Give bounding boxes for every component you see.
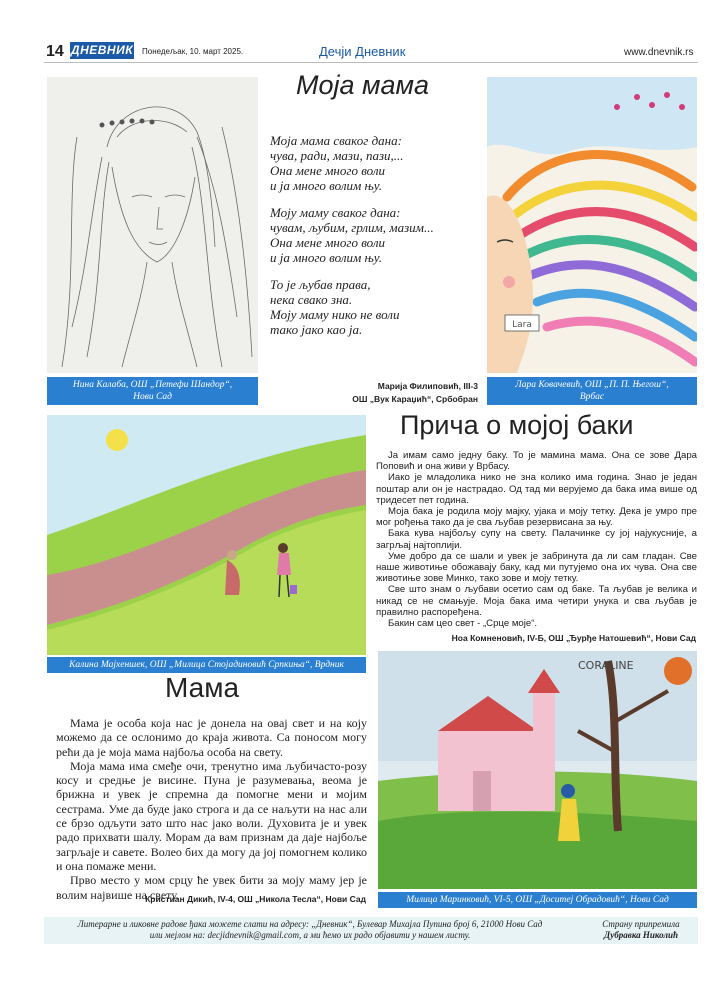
story-title: Прича о мојој баки — [400, 410, 634, 440]
poem-credit: Марија Филиповић, III-3 ОШ „Вук Караџић“, Србобран — [352, 381, 478, 404]
section-title: Дечји Дневник — [319, 44, 406, 59]
drawing-hill-path — [47, 415, 366, 655]
footer-submission-info: Литерарне и ликовне радове ђака можете слати на адресу: „Дневник“, Булевар Михајла Пупина број 6, 21000 Нови Сад или мејлом на: decjidnevnik@gmail.com, а ми ћемо их радо објавити у нашем листу. — [77, 919, 543, 940]
story-body: Ја имам само једну баку. То је мамина мама. Она се зове Дара Поповић и она живи у Врбасу. Иако је младолика нико не зна колико има година. Знао је један поштар али он је настрадао. Од тад ми верујемо да бака има више од тридесет пет година. Моја бака је родила моју мајку, ујака и моју тетку. Дека је умро пре мог рођења тако да је сва љубав резервисана за њу. Бака кува најбољу супу на свету. Палачинке су јој најукусније, а загрљај најтоплији. Уме добро да се шали и увек је забринута да ли сам гладан. Све наше животиње обожавају баку, кад ми путујемо она их чува. Она све животиње зове Минко, тако зове и моју тетку. Све што знам о љубави осетио сам од баке. Та љубав је велика и никад се не смањује. Моја бака има четири унука и сва љубав је правилно распоређена. Бакин сам цео свет - „Срце моје“. — [376, 450, 697, 630]
mama-title: Мама — [165, 672, 240, 703]
website: www.dnevnik.rs — [624, 47, 694, 58]
poem-body — [270, 133, 480, 349]
issue-date: Понедељак, 10. март 2025. — [142, 47, 244, 56]
mama-body: Мама је особа која нас је донела на овај свет и на коју можемо да се ослонимо до краја живота. Са поносом могу рећи да је моја мама најбоља особа на свету. Моја мама има смеђе очи, тренутно има љубичасто-розу косу и средње је висине. Пуна је разумевања, веома је брижна и увек је спремна да помогне мени и мојим сестрама. Уме да буде јако строга и да се наљути на нас али се брзо одљути зато што нас јако воли. Духовита је и увек радо прихвати шалу. Морам да вам признам да даје најбоље загрљаје и савете. Волео бих да могу да јој помогнем колико и она помаже мени. Прво место у мом срцу ће увек бити за моју маму јер је волим највише на свету. — [56, 716, 367, 902]
caption-kalina: Калина Мајхеншек, ОШ „Милица Стојадиновић Српкиња“, Врдник — [47, 657, 366, 673]
caption-milica: Милица Маринковић, VI-5, ОШ „Доситеј Обрадовић“, Нови Сад — [378, 892, 697, 908]
name-tag: Lara — [512, 320, 532, 330]
drawing-girl-pencil — [47, 77, 258, 373]
coraline-lettering: CORALINE — [578, 659, 634, 672]
poem-stanza: То је љубав права, нека свако зна. Моју маму нико не воли тако јако као ја. — [270, 277, 400, 337]
caption-nina: Нина Калаба, ОШ „Петефи Шандор“, Нови Сад — [47, 377, 258, 405]
page-number: 14 — [46, 43, 64, 60]
story-credit: Ноа Комненовић, IV-Б, ОШ „Ђурђе Натошевић“, Нови Сад — [451, 633, 696, 643]
caption-lara: Лара Ковачевић, ОШ „П. П. Његош“, Врбас — [487, 377, 697, 405]
drawing-coraline-house — [378, 651, 697, 889]
mama-credit: Кристиан Дикић, IV-4, ОШ „Никола Тесла“, Нови Сад — [145, 894, 366, 904]
poem-stanza: Моју маму сваког дана: чувам, љубим, грлим, мазим... Она мене много воли и ја много волим њу. — [270, 205, 434, 265]
newspaper-logo: ДНЕВНИК — [70, 43, 134, 57]
drawing-colorful-girl — [487, 77, 697, 373]
poem-title: Моја мама — [296, 70, 430, 100]
footer-editor: Страну припремила Дубравка Николић — [602, 919, 680, 940]
poem-stanza: Моја мама сваког дана: чува, ради, мази, пази,... Она мене много воли и ја много волим њу. — [270, 133, 404, 193]
